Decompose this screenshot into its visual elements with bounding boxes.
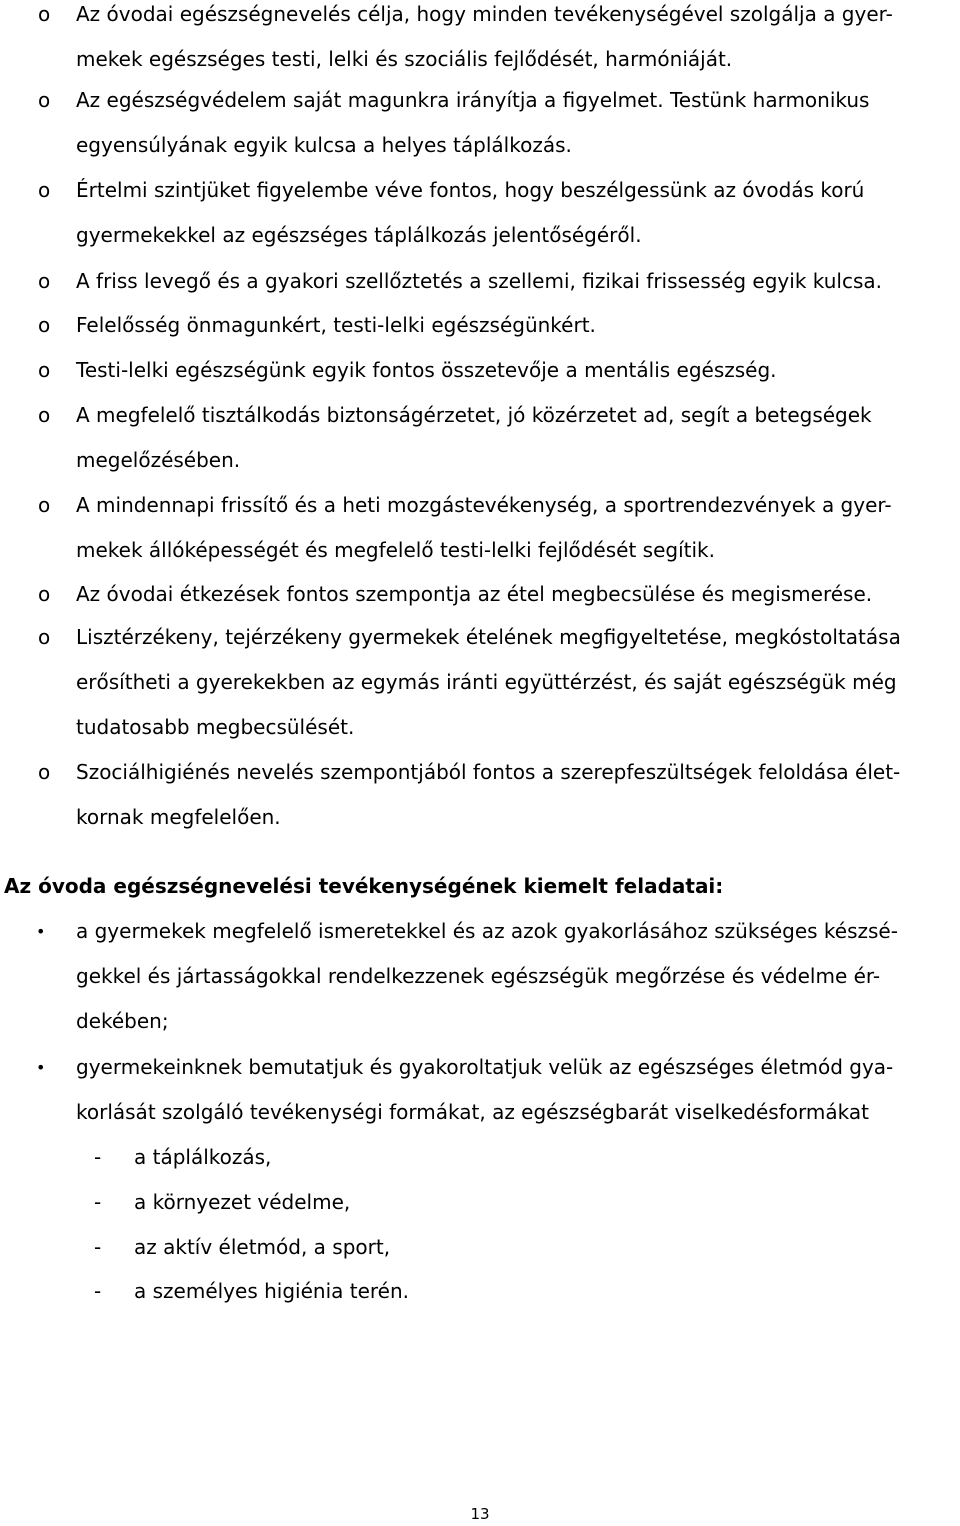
list-marker: o xyxy=(38,2,51,26)
list-item-text: A megfelelő tisztálkodás biztonságérzetet, jó közérzetet ad, segít a betegségek megelőzésében. xyxy=(76,403,872,472)
dash-marker: - xyxy=(94,1279,102,1303)
sub-list-text: a személyes higiénia terén. xyxy=(134,1279,409,1303)
list-item-text: Felelősség önmagunkért, testi-lelki egészségünkért. xyxy=(76,313,596,337)
list-item-text: Az óvodai étkezések fontos szempontja az étel megbecsülése és megismerése. xyxy=(76,582,873,606)
list-marker: o xyxy=(38,760,51,784)
bullet-marker: • xyxy=(36,1058,46,1077)
list-marker: o xyxy=(38,178,51,202)
list-marker: o xyxy=(38,493,51,517)
list-item-text: Lisztérzékeny, tejérzékeny gyermekek ételének megfigyeltetése, megkóstoltatása erősítheti a gyerekekben az egymás iránti együttérzést, és saját egészségük még tudatosabb megbecsülését. xyxy=(76,625,901,739)
list-item-text: Testi-lelki egészségünk egyik fontos összetevője a mentális egészség. xyxy=(76,358,777,382)
list-item-text: Szociálhigiénés nevelés szempontjából fontos a szerepfeszültségek feloldása élet- kornak megfelelően. xyxy=(76,760,901,829)
dash-marker: - xyxy=(94,1145,102,1169)
bullet-item-text: gyermekeinknek bemutatjuk és gyakoroltatjuk velük az egészséges életmód gya- korlását szolgáló tevékenységi formákat, az egészségbarát viselkedésformákat xyxy=(76,1055,894,1124)
dash-marker: - xyxy=(94,1190,102,1214)
list-item-text: A mindennapi frissítő és a heti mozgástevékenység, a sportrendezvények a gyer- mekek állóképességét és megfelelő testi-lelki fejlődését segítik. xyxy=(76,493,892,562)
section-heading: Az óvoda egészségnevelési tevékenységének kiemelt feladatai: xyxy=(4,874,724,898)
list-marker: o xyxy=(38,582,51,606)
list-marker: o xyxy=(38,358,51,382)
list-item-text: Az egészségvédelem saját magunkra irányítja a figyelmet. Testünk harmonikus egyensúlyának egyik kulcsa a helyes táplálkozás. xyxy=(76,88,870,157)
list-marker: o xyxy=(38,313,51,337)
page-number: 13 xyxy=(470,1505,490,1523)
list-marker: o xyxy=(38,88,51,112)
bullet-item-text: a gyermekek megfelelő ismeretekkel és az azok gyakorlásához szükséges készsé- gekkel és jártasságokkal rendelkezzenek egészségük megőrzése és védelme ér- dekében; xyxy=(76,919,898,1033)
sub-list-text: a környezet védelme, xyxy=(134,1190,351,1214)
dash-marker: - xyxy=(94,1235,102,1259)
list-marker: o xyxy=(38,625,51,649)
list-item-text: Értelmi szintjüket figyelembe véve fontos, hogy beszélgessünk az óvodás korú gyermekekkel az egészséges táplálkozás jelentőségéről. xyxy=(76,178,865,247)
sub-list-text: a táplálkozás, xyxy=(134,1145,272,1169)
list-item-text: Az óvodai egészségnevelés célja, hogy minden tevékenységével szolgálja a gyer- mekek egészséges testi, lelki és szociális fejlődését, harmóniáját. xyxy=(76,2,893,71)
list-marker: o xyxy=(38,269,51,293)
list-marker: o xyxy=(38,403,51,427)
sub-list-text: az aktív életmód, a sport, xyxy=(134,1235,391,1259)
list-item-text: A friss levegő és a gyakori szellőztetés a szellemi, fizikai frissesség egyik kulcsa. xyxy=(76,269,882,293)
bullet-marker: • xyxy=(36,922,46,941)
